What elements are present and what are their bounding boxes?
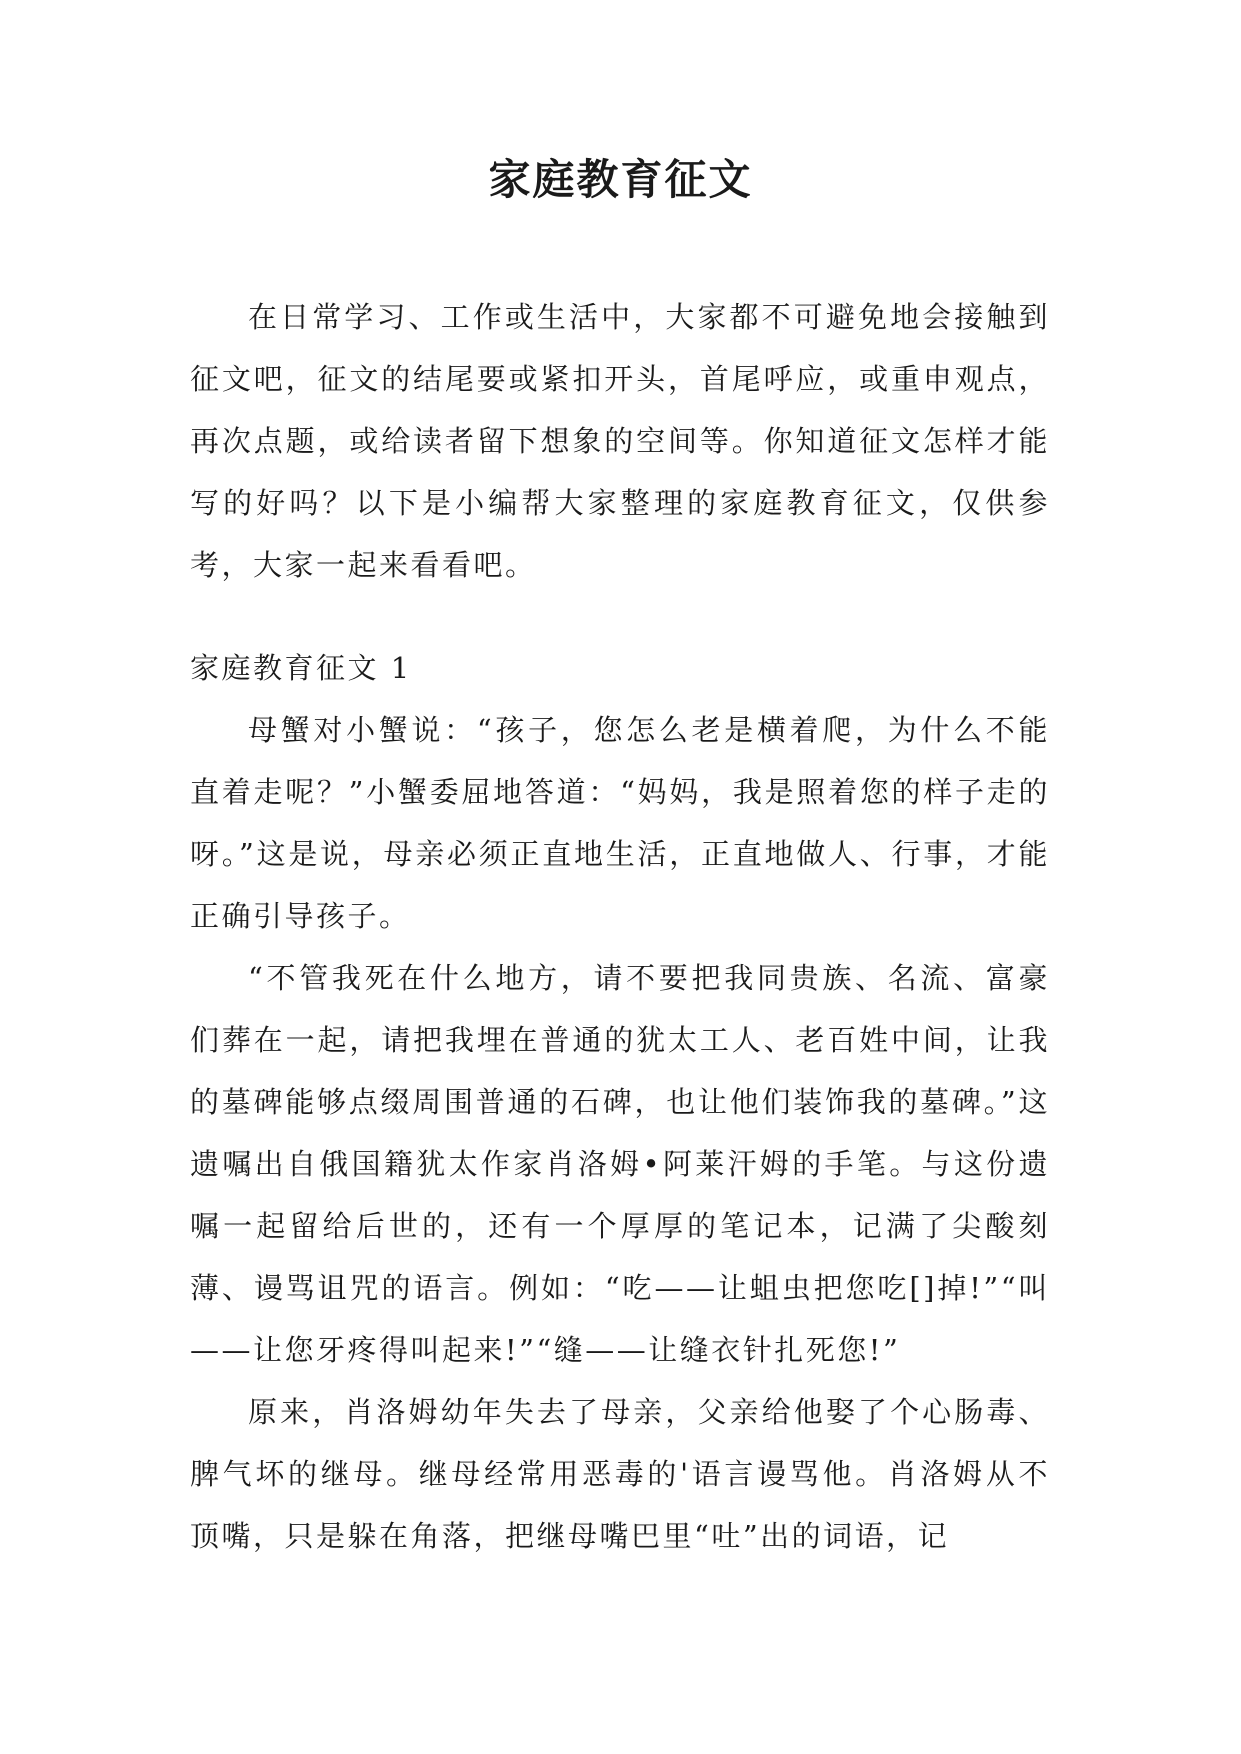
body-paragraph: “不管我死在什么地方，请不要把我同贵族、名流、富豪们葬在一起，请把我埋在普通的犹太工人、老百姓中间，让我的墓碑能够点缀周围普通的石碑，也让他们装饰我的墓碑。”这遗嘱出自俄国籍犹太作家肖洛姆•阿莱汗姆的手笔。与这份遗嘱一起留给后世的，还有一个厚厚的笔记本，记满了尖酸刻薄、谩骂诅咒的语言。例如：“吃——让蛆虫把您吃[]掉!”“叫——让您牙疼得叫起来!”“缝——让缝衣针扎死您!” (190, 961, 1050, 1367)
intro-paragraph: 在日常学习、工作或生活中，大家都不可避免地会接触到征文吧，征文的结尾要或紧扣开头，首尾呼应，或重申观点，再次点题，或给读者留下想象的空间等。你知道征文怎样才能写的好吗？以下是小编帮大家整理的家庭教育征文，仅供参考，大家一起来看看吧。 (190, 300, 1050, 582)
body-paragraph: 母蟹对小蟹说：“孩子，您怎么老是横着爬，为什么不能直着走呢？”小蟹委屈地答道：“妈妈，我是照着您的样子走的呀。”这是说，母亲必须正直地生活，正直地做人、行事，才能正确引导孩子。 (190, 713, 1050, 933)
intro-block (190, 286, 1050, 596)
document-title: 家庭教育征文 (488, 155, 753, 204)
essay-section-1 (190, 637, 1050, 1567)
body-paragraph: 原来，肖洛姆幼年失去了母亲，父亲给他娶了个心肠毒、脾气坏的继母。继母经常用恶毒的'语言谩骂他。肖洛姆从不顶嘴，只是躲在角落，把继母嘴巴里“吐”出的词语，记 (190, 1395, 1050, 1553)
section-heading: 家庭教育征文 1 (190, 651, 412, 685)
